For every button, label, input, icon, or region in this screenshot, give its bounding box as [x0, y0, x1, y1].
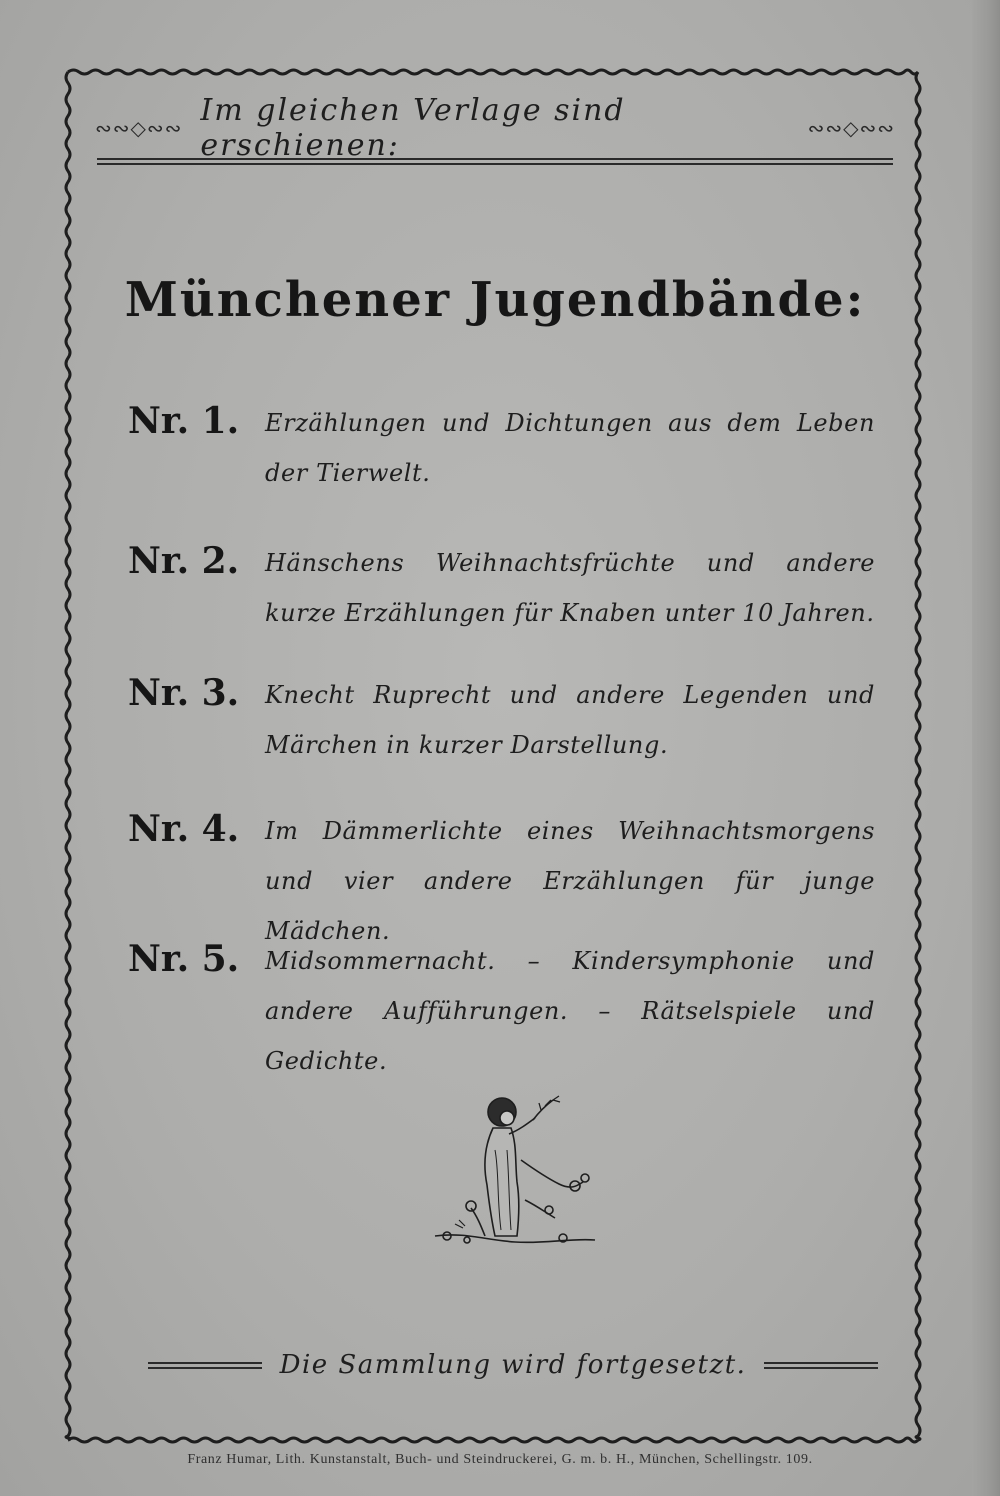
- child-with-flower-illustration: [425, 1090, 600, 1260]
- entry-number: Nr. 1.: [128, 400, 240, 442]
- ornament-left-icon: ∾∾◇∾∾: [95, 116, 183, 140]
- entry-text: Midsommernacht. – Kindersymphonie und andere Aufführungen. – Rätselspiele und Gedichte.: [265, 947, 875, 1075]
- ornament-right-icon: ∾∾◇∾∾: [807, 116, 895, 140]
- header-text: Im gleichen Verlage sind erschienen:: [200, 93, 626, 163]
- entry-text: Hänschens Weihnachtsfrüchte und andere kurze Erzählungen für Knaben unter 10 Jahren.: [265, 549, 875, 627]
- printer-imprint: Franz Humar, Lith. Kunstanstalt, Buch- und Steindruckerei, G. m. b. H., München, Schellingstr. 109.: [187, 1452, 813, 1467]
- header-double-rule: [97, 158, 893, 165]
- entry-text: Erzählungen und Dichtungen aus dem Leben der Tierwelt.: [265, 409, 875, 487]
- footer-text: Die Sammlung wird fortgesetzt.: [279, 1350, 747, 1380]
- entry-number: Nr. 2.: [128, 540, 240, 582]
- entry-text: Knecht Ruprecht und andere Legenden und Märchen in kurzer Darstellung.: [265, 681, 875, 759]
- header-line: [95, 93, 895, 163]
- entry-number: Nr. 5.: [128, 938, 240, 980]
- entry-number: Nr. 4.: [128, 808, 240, 850]
- entry-number: Nr. 3.: [128, 672, 240, 714]
- footer-rule-right: [764, 1362, 878, 1369]
- entry-text: Im Dämmerlichte eines Weihnachtsmorgens und vier andere Erzählungen für junge Mädchen.: [265, 817, 875, 945]
- footer-note: [148, 1345, 878, 1385]
- footer-rule-left: [148, 1362, 262, 1369]
- page-title: Münchener Jugendbände:: [124, 272, 866, 328]
